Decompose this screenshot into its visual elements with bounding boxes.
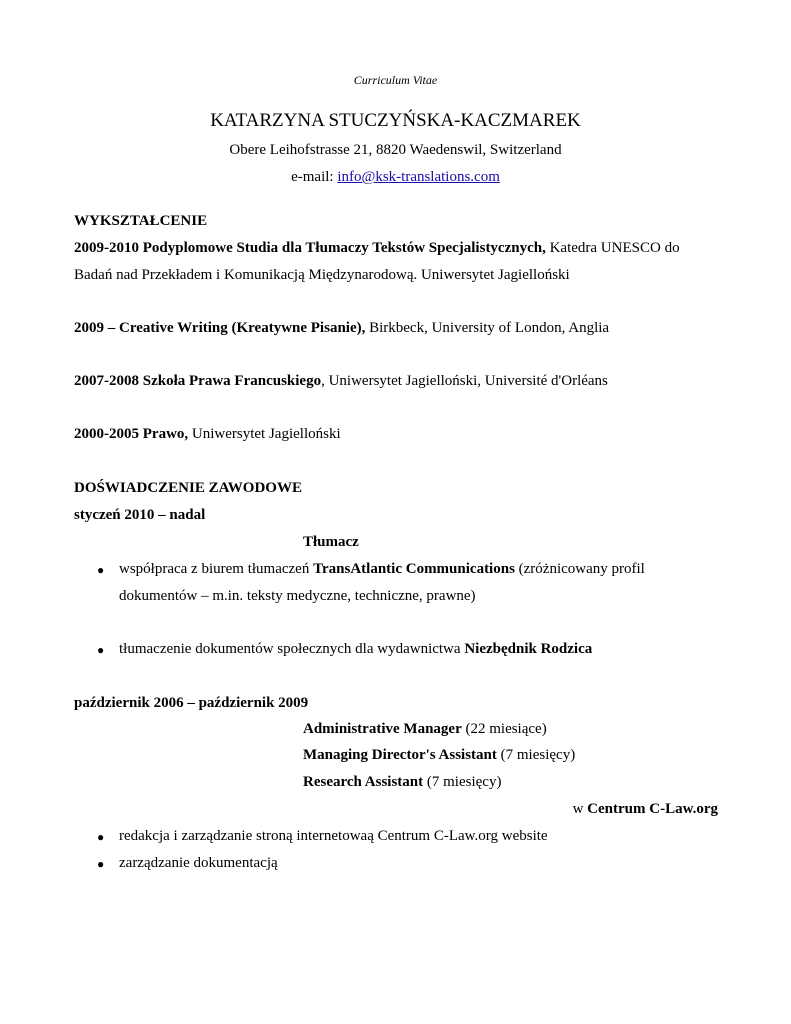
education-entry-4-text: Uniwersytet Jagielloński: [188, 426, 341, 442]
job2-organization: [573, 801, 718, 818]
job2-period: październik 2006 – październik 2009: [74, 695, 309, 711]
email-label: e-mail:: [291, 169, 338, 185]
cv-label: Curriculum Vitae: [353, 73, 438, 87]
job2-role-3: [303, 774, 501, 791]
job1-bullet2-pre: tłumaczenie dokumentów społecznych dla wydawnictwa: [119, 641, 465, 657]
education-entry-3-text: , Uniwersytet Jagielloński, Université d'Orléans: [321, 373, 608, 389]
education-heading: WYKSZTAŁCENIE: [74, 213, 208, 229]
email-link[interactable]: info@ksk-translations.com: [337, 169, 500, 185]
job1-bullet1-post: (zróżnicowany profil: [514, 561, 645, 577]
bullet-icon: ●: [97, 857, 105, 871]
education-entry-1-line2: Badań nad Przekładem i Komunikacją Międzynarodową. Uniwersytet Jagielloński: [74, 267, 570, 283]
address: Obere Leihofstrasse 21, 8820 Waedenswil, Switzerland: [229, 142, 562, 158]
job2-role-3-title: Research Assistant: [303, 774, 424, 790]
job1-bullet2-bold: Niezbędnik Rodzica: [464, 641, 593, 657]
education-entry-1: [74, 240, 680, 257]
experience-heading: DOŚWIADCZENIE ZAWODOWE: [74, 480, 302, 496]
job2-role-2: [303, 747, 575, 764]
education-entry-2-bold: 2009 – Creative Writing (Kreatywne Pisanie),: [74, 320, 366, 336]
education-entry-1-text: Katedra UNESCO do: [545, 240, 680, 256]
education-entry-4-bold: 2000-2005 Prawo,: [74, 426, 189, 442]
job2-role-1-duration: (22 miesiące): [461, 721, 547, 737]
job2-bullet2: zarządzanie dokumentacją: [119, 855, 278, 871]
education-entry-4: [74, 426, 341, 443]
education-entry-3-bold: 2007-2008 Szkoła Prawa Francuskiego: [74, 373, 322, 389]
job2-role-2-title: Managing Director's Assistant: [303, 747, 497, 763]
job2-role-2-duration: (7 miesięcy): [496, 747, 576, 763]
job1-bullet1-bold: TransAtlantic Communications: [313, 561, 515, 577]
job2-role-1: [303, 721, 547, 738]
job2-org-prefix: w: [572, 801, 588, 817]
job2-role-3-duration: (7 miesięcy): [423, 774, 502, 790]
education-entry-1-bold: 2009-2010 Podyplomowe Studia dla Tłumaczy Tekstów Specjalistycznych,: [74, 240, 546, 256]
bullet-icon: ●: [97, 643, 105, 657]
job1-bullet2: [119, 641, 592, 658]
education-entry-2-text: Birkbeck, University of London, Anglia: [365, 320, 610, 336]
bullet-icon: ●: [97, 830, 105, 844]
education-entry-2: [74, 320, 609, 337]
job1-period: styczeń 2010 – nadal: [74, 507, 206, 523]
bullet-icon: ●: [97, 563, 105, 577]
job1-bullet1-pre: współpraca z biurem tłumaczeń: [119, 561, 314, 577]
job1-bullet1-line2: dokumentów – m.in. teksty medyczne, techniczne, prawne): [119, 588, 476, 604]
email-line: [0, 169, 791, 186]
job2-org-name: Centrum C-Law.org: [587, 801, 718, 817]
job1-title: Tłumacz: [303, 534, 359, 550]
job1-bullet1: [119, 561, 645, 578]
candidate-name: KATARZYNA STUCZYŃSKA-KACZMAREK: [210, 110, 581, 131]
education-entry-3: [74, 373, 608, 390]
job2-role-1-title: Administrative Manager: [303, 721, 462, 737]
job2-bullet1: redakcja i zarządzanie stroną internetowaą Centrum C-Law.org website: [119, 828, 548, 844]
